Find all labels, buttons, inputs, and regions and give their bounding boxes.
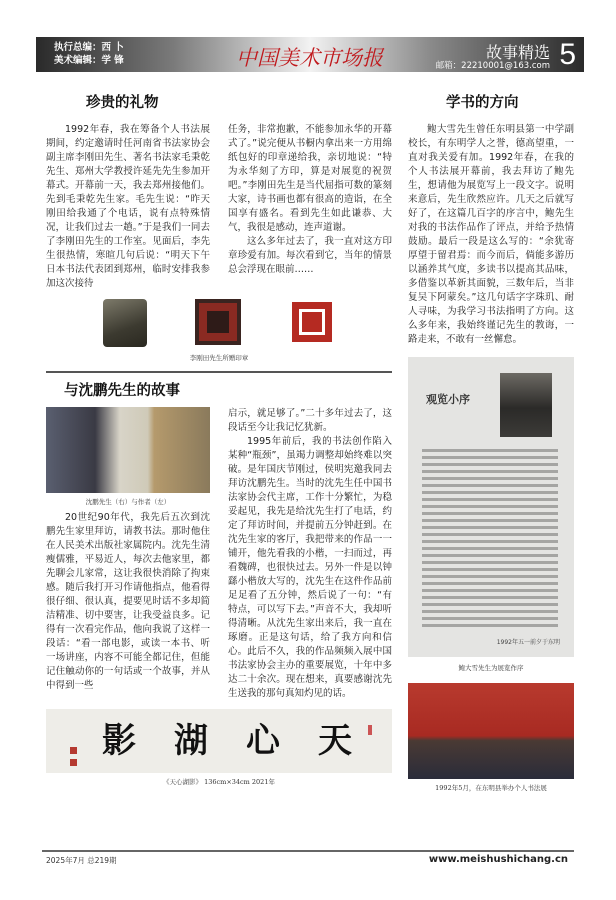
calligraphy-artwork — [46, 709, 392, 773]
paragraph: 1995年前后，我的书法创作陷入某种“瓶颈”，虽竭力调整却始终难以突破。是年国庆节刚过，侯明宪邀我同去拜访沈鹏先生。当时的沈先生任中国书法家协会代主席，工作十分繁忙，为稳妥起见，我先是给沈先生打了电话，约定了拜访时间，并提前五分钟赶到。在沈先生家的客厅，我把带来的作品一一铺开，他先看我的小楷，一扫而过，再看魏碑，也很快过去。另外一件是以钟繇小楷放大写的，沈先生在这件作品前足足看了五分钟，然后说了一句：“有特点，可以写下去。”声音不大，我却听得清晰。从沈先生家出来后，我一直在琢磨。正是这句话，给了我方向和信心。此后不久，我的作品频频入展中国书法家协会主办的重要展览，十年中多达二十余次。现在想来，真要感谢沈先生送我的那句真知灼见的话。 — [228, 435, 392, 699]
article-text — [46, 511, 210, 693]
preface-document-image — [408, 357, 574, 657]
article-title: 学书的方向 — [446, 95, 519, 111]
executive-editor: 执行总编：西 卜 — [54, 42, 124, 53]
image-caption: 鲍大雪先生为展览作序 — [458, 664, 524, 672]
divider — [46, 371, 392, 373]
image-caption: 李刚田先生所赠印章 — [189, 354, 249, 362]
article-column — [46, 407, 210, 701]
seal-imprint-image — [195, 299, 241, 345]
photo-shen-peng-and-author — [46, 407, 210, 493]
article-column — [46, 123, 210, 291]
document-date: 1992年五一前夕于东明 — [496, 639, 560, 646]
seal-stone-image — [103, 299, 147, 347]
exhibition-photo — [408, 683, 574, 779]
document-text-block — [422, 449, 558, 629]
calligraphy-character: 湖 — [174, 720, 208, 761]
footer-divider — [42, 850, 574, 852]
article-column — [228, 407, 392, 701]
calligraphy-character: 心 — [246, 720, 280, 761]
newspaper-logo: 中国美术市场报 — [236, 46, 383, 70]
left-region — [46, 93, 392, 787]
seal-mark — [368, 725, 372, 735]
calligraphy-character: 天 — [318, 720, 352, 761]
article-column — [228, 123, 392, 291]
article-body — [46, 123, 392, 291]
right-region — [408, 93, 574, 793]
article-title: 珍贵的礼物 — [86, 95, 159, 111]
seal-mark — [70, 747, 77, 754]
page-number: 5 — [559, 38, 576, 71]
calligraphy-text — [102, 719, 352, 763]
article-body — [46, 407, 392, 701]
art-editor: 美术编辑：学 锋 — [54, 55, 124, 66]
paragraph: 20世纪90年代，我先后五次到沈鹏先生家里拜访，请教书法。那时他住在人民美术出版社家属院内。沈先生清瘦儒雅，平易近人，每次去他家里，都先聊会儿家常，这让我很快消除了拘束感。随后我打开习作请他指点，他看得很仔细、很认真，提要见时话不多却简洁精准、切中要害，让我受益良多。记得有一次看完作品，他向我说了这样一段话：“看一部电影，或读一本书、听一场讲座，内容不可能全都记住，但能记住触动你的一句话或一个故事，并从中得到一些 — [46, 511, 210, 691]
paragraph: 这么多年过去了，我一直对这方印章珍爱有加。每次看到它，当年的情景总会浮现在眼前…… — [228, 236, 392, 275]
masthead-bar — [36, 37, 584, 72]
paragraph: 1992年春，我在筹备个人书法展期间，约定邀请时任河南省书法家协会副主席李刚田先生、著名书法家毛秉乾先生、郑州大学教授许延先先生参加开幕式。开幕前一天，我去郑州接他们。先到毛秉乾先生家。毛先生说：“昨天刚田给我通了个电话，说有点特殊情况，让我们过去一趟。”于是我们一同去了李刚田先生的工作室。见面后，李先生很热情，寒暄几句后说：“明天下午日本书法代表团到郑州，临时安排我参加这次接待 — [46, 124, 210, 289]
paragraph: 任务，非常抱歉，不能参加永华的开幕式了。”说完便从书橱内拿出来一方用绵纸包好的印章递给我，亲切地说：“特为永华刻了方印，算是对展览的祝贺吧。”李刚田先生是当代屈指可数的篆刻大家，诗书画也都有很高的造诣，在全国享有盛名。看到先生如此谦恭、大气，我很是感动，连声道谢。 — [228, 124, 392, 233]
section-title: 故事精选 — [485, 43, 550, 62]
photo-caption: 1992年5月，在东明县举办个人书法展 — [435, 784, 547, 792]
article-title: 与沈鹏先生的故事 — [64, 382, 180, 399]
artwork-caption: 《天心湖影》 136cm×34cm 2021年 — [163, 777, 275, 786]
seal-images — [46, 299, 392, 347]
seal-mark — [70, 759, 77, 766]
issue-info: 2025年7月 总219期 — [46, 856, 117, 865]
website-link[interactable]: www.meishushichang.cn — [428, 854, 568, 865]
paragraph: 启示，就足够了。”二十多年过去了，这段话至今让我记忆犹新。 — [228, 407, 392, 433]
paragraph: 鲍大雪先生曾任东明县第一中学副校长，有东明学人之誉，德高望重，一直对我关爱有加。1992年春，在我的个人书法展开幕前，我去拜访了鲍先生，想请他为展览写上一段文字。说明来意后，先生欣然应许。几天之后就写好了，在这篇几百字的序言中，鲍先生对我的书法作品作了评点，并给予热情鼓励。最后一段是这么写的：“余犹寄厚望于留君焉：而今而后，倘能多游历以涵养其气度，多读书以提高其品味，多借鉴以革新其面貌，三数年后，当非复吴下阿蒙矣。”这几句话字字珠玑、耐人寻味，为我学习书法指明了方向。这么多年来，我始终谨记先生的教诲，一路走来，不敢有一丝懈怠。 — [408, 124, 574, 345]
seal-stamp-image — [289, 299, 335, 345]
email: 邮箱：22210001@163.com — [435, 61, 550, 71]
calligraphy-character: 影 — [102, 720, 136, 761]
portrait-photo — [500, 373, 552, 437]
article-column — [408, 123, 574, 347]
photo-caption: 沈鹏先生（右）与作者（左） — [85, 497, 171, 506]
document-title: 观览小序 — [426, 393, 470, 406]
